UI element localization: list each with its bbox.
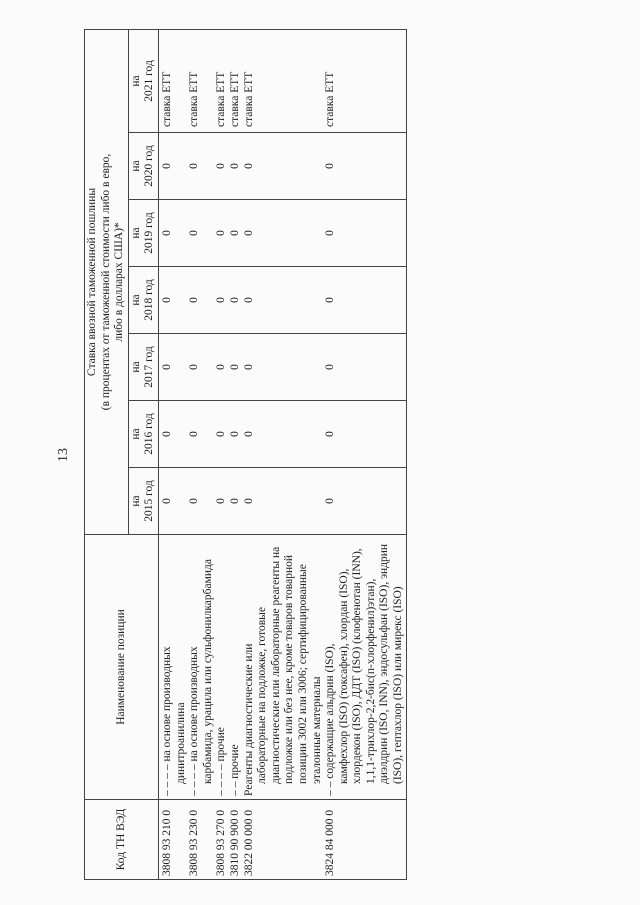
- row-name: [188, 535, 215, 800]
- table-row: [324, 29, 406, 879]
- row-rate: 0: [229, 334, 243, 401]
- page-number: 13: [56, 448, 71, 462]
- row-name-continuation: динитроанилина: [174, 702, 187, 784]
- row-rate: 0: [324, 200, 406, 267]
- row-rate: 0: [215, 200, 229, 267]
- row-name-first-line: – – прочие: [228, 744, 241, 796]
- row-rate: ставка ЕТТ: [243, 29, 325, 132]
- row-rate: 0: [215, 401, 229, 468]
- row-name: [243, 535, 325, 800]
- customs-duty-table: [84, 29, 407, 880]
- row-rate: 0: [215, 267, 229, 334]
- row-rate: 0: [243, 200, 325, 267]
- header-year-prefix: на: [129, 361, 142, 373]
- row-code: 3810 90 900 0: [229, 800, 243, 880]
- header-year: [128, 468, 158, 535]
- header-year: [128, 401, 158, 468]
- row-name-continuation: камфехлор (ISO) (токсафен), хлордан (ISO), хлордекон (ISO), ДДТ (ISO) (клофенотан (INN), 1,1,1-трихлор-2,2-бис(п-хлорфенил)этан), диэлдрин (ISO, INN), эндосульфан (ISO), эндрин (ISO), гептахлор (ISO) или мирекс (ISO): [337, 543, 405, 784]
- row-name-first-line: – – – – на основе производных: [160, 646, 173, 796]
- table-row: [243, 29, 325, 879]
- row-rate: 0: [188, 468, 215, 535]
- row-rate: 0: [158, 133, 188, 200]
- row-rate: 0: [324, 401, 406, 468]
- header-code: Код ТН ВЭД: [85, 800, 159, 880]
- table-body: [158, 29, 406, 879]
- rotated-page-content: [84, 30, 584, 880]
- header-year-prefix: на: [129, 428, 142, 440]
- row-name: [229, 535, 243, 800]
- header-year-label: 2020 год: [143, 145, 156, 187]
- header-year: [128, 133, 158, 200]
- row-rate: 0: [188, 401, 215, 468]
- header-year-label: 2019 год: [143, 212, 156, 254]
- header-year-label: 2018 год: [143, 279, 156, 321]
- row-rate: 0: [229, 468, 243, 535]
- row-rate: 0: [229, 401, 243, 468]
- row-rate: 0: [158, 200, 188, 267]
- header-rate-line-3: либо в долларах США)*: [113, 222, 126, 342]
- row-rate: 0: [243, 401, 325, 468]
- row-rate: 0: [324, 468, 406, 535]
- row-code: 3808 93 270 0: [215, 800, 229, 880]
- row-rate: 0: [229, 133, 243, 200]
- row-name-first-line: – – содержащие альдрин (ISO),: [324, 643, 337, 796]
- row-rate: 0: [158, 468, 188, 535]
- row-rate: 0: [188, 267, 215, 334]
- header-year-prefix: на: [129, 495, 142, 507]
- row-rate: 0: [243, 133, 325, 200]
- header-year-label: 2017 год: [143, 346, 156, 388]
- row-rate: 0: [215, 468, 229, 535]
- row-name-first-line: Реагенты диагностические или: [242, 643, 255, 796]
- header-year-prefix: на: [129, 75, 142, 87]
- row-rate: 0: [215, 334, 229, 401]
- row-code: 3822 00 000 0: [243, 800, 325, 880]
- header-year: [128, 200, 158, 267]
- row-code: 3824 84 000 0: [324, 800, 406, 880]
- header-row-1: [85, 29, 129, 879]
- row-rate: 0: [229, 200, 243, 267]
- row-rate: 0: [324, 267, 406, 334]
- header-year: [128, 334, 158, 401]
- header-year-prefix: на: [129, 294, 142, 306]
- row-name-continuation: лабораторные на подложке, готовые диагностические или лабораторные реагенты на подложке или без нее, кроме товаров товарной позиции 3002 или 3006; сертифицированные эталонные материалы: [256, 546, 323, 784]
- row-rate: 0: [324, 334, 406, 401]
- header-year: [128, 267, 158, 334]
- table-row: [158, 29, 188, 879]
- header-rate-group: [85, 29, 129, 534]
- row-rate: ставка ЕТТ: [324, 29, 406, 132]
- row-name-continuation: карбамида, урацила или сульфонилкарбамида: [201, 559, 214, 784]
- row-name: [324, 535, 406, 800]
- row-rate: 0: [188, 133, 215, 200]
- header-rate-line-1: Ставка ввозной таможенной пошлины: [86, 187, 98, 377]
- row-code: 3808 93 230 0: [188, 800, 215, 880]
- row-rate: 0: [158, 401, 188, 468]
- row-rate: 0: [158, 334, 188, 401]
- header-year-label: 2016 год: [143, 413, 156, 455]
- row-rate: ставка ЕТТ: [188, 29, 215, 132]
- row-rate: 0: [243, 334, 325, 401]
- row-name-first-line: – – – – прочие: [215, 727, 228, 796]
- header-year-label: 2015 год: [143, 480, 156, 522]
- table-row: [215, 29, 229, 879]
- row-rate: 0: [188, 334, 215, 401]
- table-row: [188, 29, 215, 879]
- row-rate: 0: [324, 133, 406, 200]
- header-rate-line-2: (в процентах от таможенной стоимости либо в евро,: [99, 153, 112, 411]
- row-rate: 0: [229, 267, 243, 334]
- row-rate: 0: [215, 133, 229, 200]
- header-year-prefix: на: [129, 227, 142, 239]
- row-name: [158, 535, 188, 800]
- header-year-label: 2021 год: [143, 60, 156, 102]
- row-rate: ставка ЕТТ: [158, 29, 188, 132]
- row-name-first-line: – – – – на основе производных: [188, 646, 201, 796]
- header-year-prefix: на: [129, 160, 142, 172]
- row-rate: 0: [243, 267, 325, 334]
- table-row: [229, 29, 243, 879]
- row-name: [215, 535, 229, 800]
- header-name: Наименование позиции: [85, 535, 159, 800]
- row-rate: 0: [158, 267, 188, 334]
- row-rate: ставка ЕТТ: [215, 29, 229, 132]
- row-rate: 0: [243, 468, 325, 535]
- row-code: 3808 93 210 0: [158, 800, 188, 880]
- row-rate: ставка ЕТТ: [229, 29, 243, 132]
- header-year: [128, 29, 158, 132]
- row-rate: 0: [188, 200, 215, 267]
